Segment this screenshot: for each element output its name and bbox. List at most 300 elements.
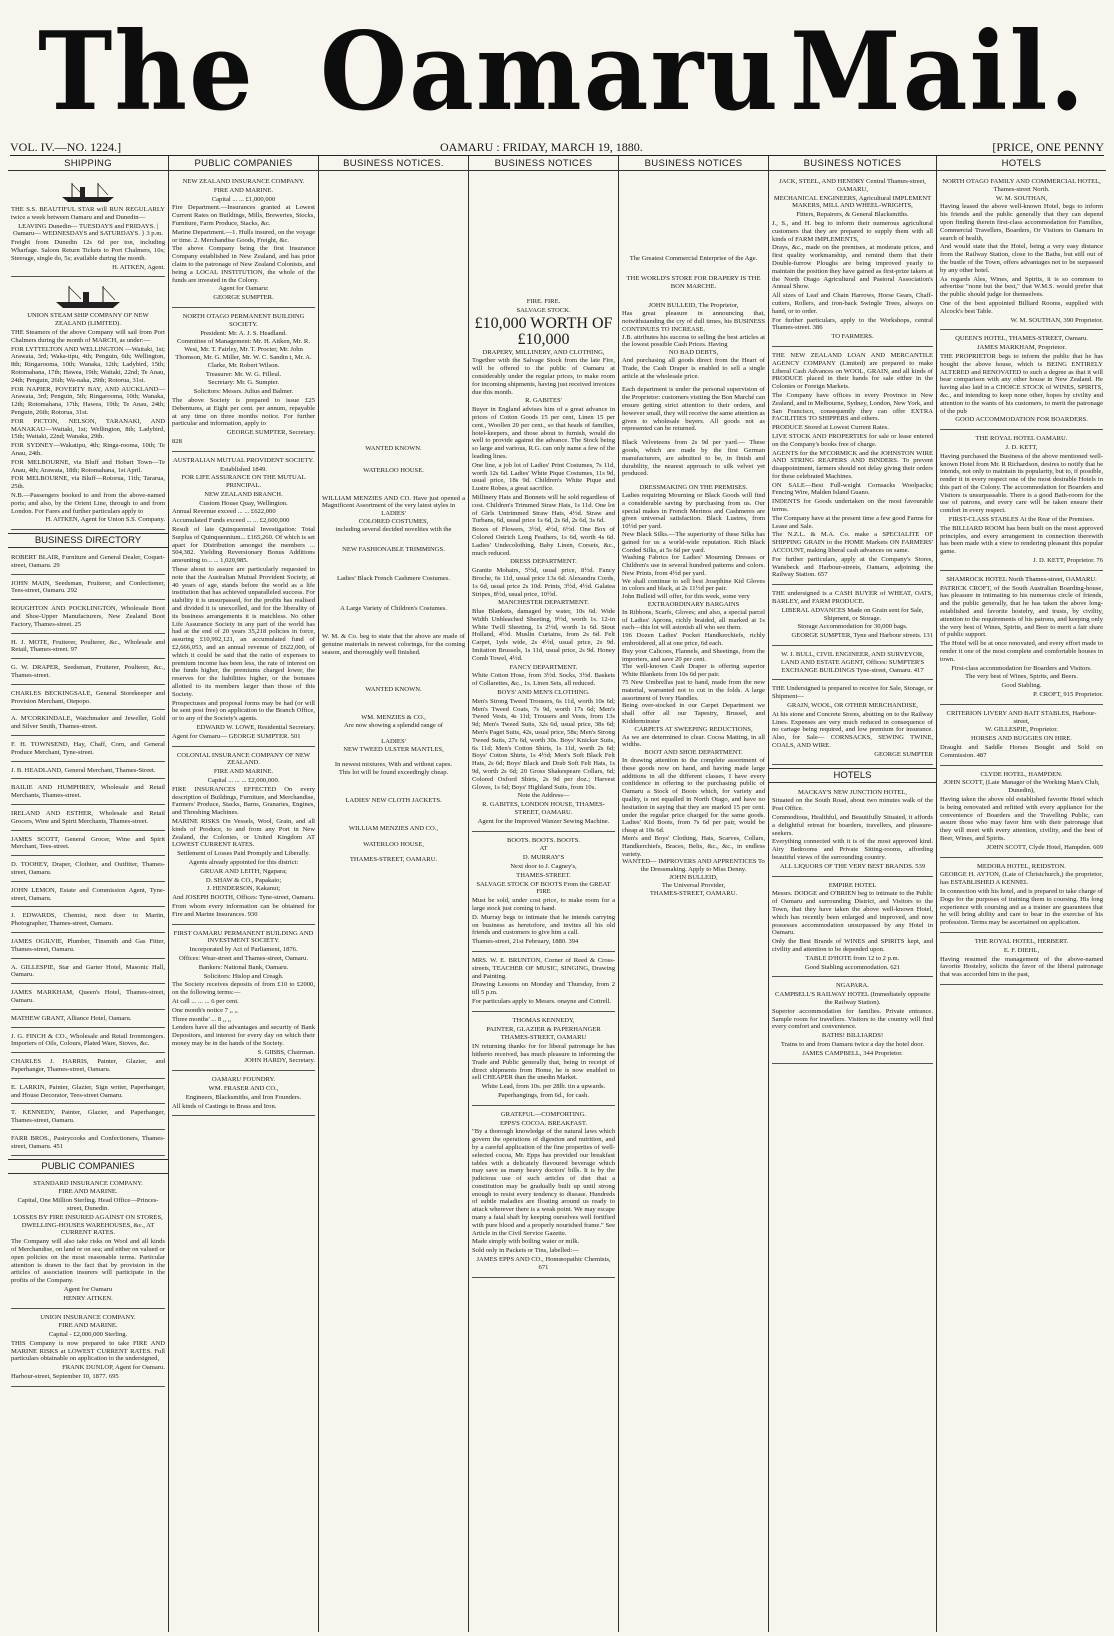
ad-text: "By a thorough knowledge of the natural laws which govern the operations of digestion and nutrition, and by a careful application of the fine properties of well-selected cocoa, Mr. Epps has provided our breakfast tables with a delicately flavoured beverage which may save us many heavy doctors' bills. It is by the judicious use of such articles of diet that a constitution may be gradually built up until strong enough to resist every tendency to disease. Hundreds of subtle maladies are floating around us ready to attack wherever there is a weak point. We may escape many a fatal shaft by keeping ourselves well fortified with pure blood and a properly nourished frame." See Article in the Civil Service Gazette. xyxy=(472,1128,615,1237)
ad-text: COLORED COSTUMES, xyxy=(358,517,429,525)
ad-clyde-hotel xyxy=(940,768,1103,858)
ad-text: FOR NAPIER, POVERTY BAY, AND AUCKLAND—Arawata, 3rd; Penguin, 5th; Ringarooma, 10th; Wanaka, 12th; Rotomahana, 17th; Hawea, 19th; Te Anau, 24th; Penguin, 26th; Rotorua, 31st. xyxy=(11,385,165,416)
ad-text: Incorporated by Act of Parliament, 1876. xyxy=(189,946,298,954)
ad-w-j-bull xyxy=(772,648,933,680)
ad-text: Blue Blankets, damaged by water, 10s 6d. Wide Width Unbleached Sheeting, 9½d, worth 1s. 12-in White Twill Sheeting, 1s 2½d, worth 1s 6d. Stout Holland, 4½d. Muslin Curtains, from 2s 6d. Felt Carpet, 1yds wide, 2s 4½d, usual price, 2s 9d. Imitation Brussels, 1s 11d, usual price, 2s 9d. Honey Comb Towel, 4½d. xyxy=(472,608,615,662)
ad-text: Treasurer: Mr. W. G. Filleul. xyxy=(205,370,282,378)
ad-text: All sizes of Leaf and Chain Harrows, Horse Gears, Chaff-cutters, Rollers, and iron-back Swingle Trees, always on hand, or to order. xyxy=(772,292,933,315)
ad-text: FOR LIFE ASSURANCE ON THE MUTUAL PRINCIPAL. xyxy=(181,474,306,490)
ad-text: JAMES MARKHAM, Proprietor. xyxy=(976,344,1067,352)
column-business-notices-engineers xyxy=(768,156,936,1632)
ad-title: STANDARD INSURANCE COMPANY. xyxy=(33,1179,143,1187)
section-heading-business-directory: BUSINESS DIRECTORY xyxy=(8,533,168,548)
ad-text: ON SALE—Best Full-weight Cornsacks Woolpacks; Fencing Wire, Malden Island Guano. xyxy=(772,481,933,497)
ad-subtitle: DRESS DEPARTMENT. xyxy=(510,558,577,566)
ad-signature: EDWARD W. LOWE, Residential Secretary. xyxy=(196,724,315,731)
ad-text: Freight from Dunedin 12s 6d per ton, including Wharfage. Saloon Return Tickets to Port Chalmers, 10s; Steerage, single do, 5s; available during the month. xyxy=(11,239,165,262)
ad-text: Drays, &c., made on the premises, at moderate prices, and first quality workmanship, and remind them that their Double-furrow Ploughs are being improved yearly to maintain the position they have gained as first-prize takers at the North Otago Agricultural and Pastoral Association's Annual Show. xyxy=(772,244,933,291)
ad-text: Capital - £2,000,000 Sterling. xyxy=(48,1331,128,1339)
ad-signature: W. M. SOUTHAN, 390 Proprietor. xyxy=(1010,316,1103,324)
ad-murray-boots xyxy=(472,834,615,952)
ad-text: THE undersigned is a CASH BUYER of WHEAT, OATS, BARLEY, and FARM PRODUCE. xyxy=(772,590,933,606)
ad-text: One line, a job lot of Ladies' Print Costumes, 7s 11d, worth 12s 6d. Ladies' White Pique Costumes, 11s 9d, usual price, 18s 9d. Children's White Pique and Lustre Robes, a great sacrifice. xyxy=(472,461,615,493)
ad-signature: HENRY AITKEN. xyxy=(63,1294,113,1302)
ad-text: A Large Variety of Children's Costumes. xyxy=(340,605,447,613)
ad-text: PRODUCE Stored at Lowest Current Rates. xyxy=(772,424,889,432)
ad-text: WM. FRASER AND CO., xyxy=(208,1085,279,1093)
ad-text: The Company will also take risks on Wool and all kinds of Merchandise, on land or on sea; and either on valued or open policies on the most reasonable terms. Particular attention is drawn to the fact that by provision in the articles of association insurers will participate in the profits of the Company. xyxy=(11,1238,165,1285)
ad-text: Note the Address— xyxy=(517,792,570,800)
ad-text: The Universal Provider, xyxy=(661,881,726,889)
section-heading-shipping: SHIPPING xyxy=(8,157,168,171)
ad-text: Together with the Salvage Stock from the late Fire, will be offered to the public of Oamaru at considerably under the regular prices, to make room for incoming shipments, having just received invoices due this month. xyxy=(472,357,615,396)
ad-text: Boxes of Flowers, 3½d, 4½d, 6½d. One Box of Colored Ostrich Long Feathers, 1s 6d, worth 4s 6d. Ladies' Undecolothing, Baby Linen, Corsets, &c., much reduced. xyxy=(472,526,615,557)
ad-text: D. Murray begs to intimate that he intends carrying on business as heretofore, and invites all his old friends and customers to give him a call. xyxy=(472,913,615,937)
ad-text: At call ... ... ... 6 per cent. xyxy=(172,997,239,1005)
ad-subtitle: FIRE AND MARINE. xyxy=(213,186,274,194)
ad-subtitle: EXTRAORDINARY BARGAINS xyxy=(647,601,740,609)
ad-subtitle: FIRE AND MARINE. xyxy=(58,1322,118,1330)
ad-text: One month's notice 7 ,, ,, xyxy=(172,1006,238,1014)
ad-signature: FRANK DUNLOP, Agent for Oamaru. xyxy=(62,1364,165,1372)
ad-text: DRAPERY, MILLINERY, AND CLOTHING, xyxy=(482,348,605,356)
ad-signature: JAMES CAMPBELL, 344 Proprietor. xyxy=(802,1049,903,1057)
ad-text: THE NEW ZEALAND LOAN AND MERCANTILE AGENCY COMPANY (Limited) are prepared to make Liberal Cash Advances on WOOL, GRAIN, and all kinds of PRODUCE placed in their hands for sale either in the Colonies or Foreign Markets. xyxy=(772,351,933,391)
ad-text: The Company have offices in every Province in New Zealand, and in Melbourne, Sydney, London, New York, and San Francisco, consequently they can offer EXTRA FACILITIES TO SHIPPERS and others. xyxy=(772,391,933,423)
column-shipping xyxy=(8,156,168,1632)
ad-text: Agent for Oamaru xyxy=(63,1285,113,1293)
ad-headline: £10,000 WORTH OF £10,000 xyxy=(474,314,613,348)
section-heading-business-notices: BUSINESS NOTICES xyxy=(469,157,618,171)
ad-text: J. HENDERSON, Kakanui; xyxy=(206,885,281,893)
ad-subtitle: SALVAGE STOCK. xyxy=(516,306,571,314)
ad-text: Next door to J. Cagney's, xyxy=(510,863,577,870)
ad-text: NEW ZEALAND BRANCH. xyxy=(204,490,283,498)
ad-title: MEDORA HOTEL, REIDSTON. xyxy=(977,862,1066,870)
list-item: MATHEW GRANT, Alliance Hotel, Oamaru. xyxy=(11,1012,165,1028)
ad-text: Having purchased the Business of the above mentioned well-known Hotel from Mr. R Richardson, desires to notify that he intends, not only to maintain its popularity, but to, if possible, render it in every respect one of the most desirable Hotels in this part of the Colony. The accommodation for Boarders and Visitors is unsurpassable. There is a good Bath-room for the use of patrons, and every care will be taken ensure their comfort in every respect. xyxy=(940,452,1103,515)
list-item: JAMES OGILVIE, Plumber, Tinsmith and Gas Fitter, Thames-street, Oamaru. xyxy=(11,935,165,959)
ad-signature: S. GIBBS, Chairman. xyxy=(257,1048,315,1056)
ad-text: Superior accommodation for families. Private entrance. Sample room for travellers. Visitors to the country will find every comfort and convenience. xyxy=(772,1007,933,1031)
ad-text: Fire Department.—Insurances granted at Lowest Current Rates on Buildings, Mills, Breweries, Stocks, Furniture, Farm Produce, Stacks, &c. xyxy=(172,204,315,227)
ad-text: Agents already appointed for this district: xyxy=(188,858,299,866)
column-business-notices-gabites xyxy=(468,156,618,1632)
ad-title: THOMAS KENNEDY, xyxy=(512,1016,575,1024)
ad-text: The Greatest Commercial Enterprise of the Age. xyxy=(629,255,758,262)
ad-text: Engineers, Blacksmiths, and Iron Founders. xyxy=(185,1093,302,1101)
section-heading-business-notices: BUSINESS NOTICES xyxy=(619,157,768,171)
ad-text: Solicitors: Messrs. Julius and Balmer. xyxy=(193,388,294,396)
ad-text: D. MURRAY'S xyxy=(522,854,565,862)
ad-text: Buyer in England advises him of a great advance in prices of Cotton Goods 15 per cent, Linen 15 per cent., Woollen 20 per cent., so that heads of families, hotel-keepers, and those about to furnish, would do well to provide against the advance. The Stock being so large and various, R.G. can only name a few of the leading lines. xyxy=(472,406,615,460)
section-heading-hotels: HOTELS xyxy=(937,157,1106,171)
business-directory-list xyxy=(11,551,165,1155)
ad-text: Good Stabling. xyxy=(1001,682,1042,690)
ad-text: One of the best appointed Billiard Rooms, supplied with Alcock's best Table. xyxy=(940,299,1103,315)
ad-text: Accumulated Funds exceed ... ... £2,600,000 xyxy=(172,517,290,525)
issue-date: OAMARU : FRIDAY, MARCH 19, 1880. xyxy=(440,140,643,154)
ad-subtitle: FIRE AND MARINE. xyxy=(213,768,274,776)
ad-jack-steel-hendry xyxy=(772,175,933,347)
ad-title: BOOTS. BOOTS. BOOTS. xyxy=(506,836,581,844)
steamship-icon xyxy=(58,181,118,203)
ad-text: Prospectuses and proposal forms may be had (or will be sent post free) on application to the Branch Office, or to any of the Society's agents. xyxy=(172,699,315,723)
steamship-icon xyxy=(53,285,123,309)
ad-title: UNION INSURANCE COMPANY. xyxy=(40,1313,136,1321)
ad-title: EPPS'S COCOA. BREAKFAST. xyxy=(499,1119,588,1127)
ad-north-otago-building-society xyxy=(172,310,315,452)
ad-queens-hotel xyxy=(940,332,1103,430)
ad-title: WANTED KNOWN. xyxy=(365,445,422,452)
ad-text: White Lead, from 10s. per 28lb. tin a upwards. xyxy=(481,1083,606,1091)
ad-text: Only the Best Brands of WINES and SPIRITS kept, and civility and attention to be depended upon. xyxy=(772,938,933,953)
ad-signature: H. AITKEN, Agent. xyxy=(112,263,165,271)
ad-text: ALL LIQUORS OF THE VERY BEST BRANDS. 539 xyxy=(779,862,926,870)
ad-text: New Black Silks.—The superiority of these Silks has gained for us a world-wide reputation. Rich Black Corded Silks, at 5s 6d per yard. xyxy=(622,530,765,554)
ad-text: And JOSEPH BOOTH, Offices: Tyne-street, Oamaru. xyxy=(172,894,315,902)
dateline xyxy=(10,140,1104,156)
masthead-word-the: The xyxy=(38,7,255,135)
list-item: J. B. HEADLAND, General Merchant, Thames-Street. xyxy=(11,764,165,780)
ad-north-otago-family-hotel xyxy=(940,175,1103,330)
ad-text: NEW FASHIONABLE TRIMMINGS. xyxy=(342,545,445,553)
column-public-companies xyxy=(168,156,318,1632)
ad-title: THE ROYAL HOTEL, HERBERT. xyxy=(974,937,1069,945)
ad-text: Solicitors: Hislop and Creagh. xyxy=(203,972,284,980)
ad-text: 196 Dozen Ladies' Pocket Handkerchiefs, richly embroidered, all at one price, 6d each. xyxy=(622,632,765,648)
ad-brunton-music-teacher xyxy=(472,954,615,1012)
ad-text: THAMES-STREET, OAMARU xyxy=(500,1034,587,1042)
ad-text: Paperhangings, from 6d., for cash. xyxy=(498,1091,589,1099)
ad-title: OAMARU FOUNDRY. xyxy=(211,1076,276,1084)
ad-signature: JAMES EPPS AND CO., Homœopathic Chemists, 671 xyxy=(476,1256,611,1271)
ad-sumpter-stores xyxy=(772,682,933,764)
ad-text: J., S., and H. beg to inform their numerous agricultural customers that they are prepared to supply them with all kinds of FARM IMPLEMENTS, xyxy=(772,219,933,243)
ad-text: President: Mr. A. J. S. Headland. xyxy=(200,329,287,337)
ad-text: THE WORLD'S STORE FOR DRAPERY IS THE BON MARCHE. xyxy=(626,274,761,290)
ad-text: First-class accommodation for Boarders and Visitors. xyxy=(951,664,1092,672)
ad-shamrock-hotel xyxy=(940,573,1103,705)
ad-subtitle: PAINTER, GLAZIER & PAPERHANGER xyxy=(486,1025,601,1033)
ad-subtitle: FANCY DEPARTMENT. xyxy=(509,663,578,671)
ad-subtitle: CARPETS AT SWEEPING REDUCTIONS, xyxy=(634,725,753,733)
ad-text: Thames-street, 21st February, 1880. 394 xyxy=(472,938,579,946)
ad-text: Secretary: Mr. G. Sumpter. xyxy=(207,379,280,387)
ad-title: NORTH OTAGO FAMILY AND COMMERCIAL HOTEL, Thames-street North. xyxy=(942,178,1101,193)
ad-text: WATERLOO HOUSE, xyxy=(363,840,424,848)
ad-text: John Bulleid will offer, for this week, some very xyxy=(622,593,750,601)
ad-text: Having taken the above old established favorite Hotel which is being renovated and refitted with every appliance for the convenience of Boarders and the Travelling Public, can assure those who may favor him with their patronage that they will meet with every attention, civility, and the best of Beer, Wines, and Spirits. xyxy=(940,795,1103,842)
ad-signature: THAMES-STREET, OAMARU. xyxy=(649,889,738,897)
ad-text: The above Society is prepared to issue £25 Debentures, at Eight per cent. per annum, repayable at any time on three months notice. For further particular and information, apply to xyxy=(172,396,315,428)
ad-text: AGENTS for the M'CORMICK and the JOHNSTON WIRE AND STRING REAPERS AND BINDERS. To prevent disappointment, farmers should not delay giving their orders for these celebrated Machines. xyxy=(772,449,933,480)
ad-oamaru-foundry xyxy=(172,1073,315,1116)
list-item: F. H. TOWNSEND, Hay, Chaff, Corn, and General Produce Merchant, Tyne-street. xyxy=(11,738,165,762)
list-item: IRELAND AND ESTHER, Wholesale and Retail Grocers, Wine and Spirit Merchants, Thames-street. xyxy=(11,807,165,831)
ad-text: These about to assure are particularly requested to note that the Australian Mutual Provident Society, at 40 years of age, stands before the world as a life institution that has achieved unparalleled success. For stability it is unsurpassed, for the profits has realised and divided it is unexcelled, and for the liberality of its business arrangements it is matchless. No other Life Assurance Society in any part of the world has had at the end of 20 years 35,218 policies in force, assuring £10,992,121, an accumulated fund of £2,666,053, and an annual revenue of £622,000, of which it could be said that the ratio of expenses to premium income has been less, the rate of interest on the funds higher, the premiums charged lower, the reserves for the liabilities higher, or the bonuses allotted to its members larger than those of this Society. xyxy=(172,566,315,698)
ad-subtitle: NGAPARA. xyxy=(836,982,869,990)
masthead-word-oamaru: Oamaru xyxy=(320,7,780,135)
ad-signature: THAMES-STREET, OAMARU. xyxy=(349,856,438,864)
ad-text: At his stone and Concrete Stores, abutting on to the Railway Lines. Expenses are very much reduced in consequence of no cartage being required, and low premium for insurance. Also, for Sale— CORNSACKS, SEWING TWINE, COALS, AND WIRE. xyxy=(772,710,933,749)
list-item: E. LARKIN, Painter, Glazier, Sign writer, Paperhanger, and House Decorator, Tees-street Oamaru. xyxy=(11,1081,165,1105)
ad-title: COLONIAL INSURANCE COMPANY OF NEW ZEALAND. xyxy=(176,751,311,767)
ad-text: The BILLIARD ROOM has been built on the most approved principles, and every arrangement in connection therewith has been made with a view to rendering pleasant this popular game. xyxy=(940,524,1103,556)
ad-title: WANTED KNOWN. xyxy=(365,686,422,694)
ad-nz-loan-mercantile xyxy=(772,349,933,585)
ad-title: JOHN BULLEID, xyxy=(669,873,718,881)
ad-text: N.B.—Passengers booked to and from the above-named ports; and also, by the Orient Line, through to and from London. For Fares and further particulars apply to xyxy=(11,491,165,515)
list-item: JAMES MARKHAM, Queen's Hotel, Thames-street, Oamaru. xyxy=(11,986,165,1010)
volume-number: VOL. IV.—NO. 1224.] xyxy=(10,140,122,154)
list-item: JAMES SCOTT, General Grocer, Wine and Spirit Merchant, Tees-street. xyxy=(11,833,165,857)
ad-text: GRUAR AND LEITH, Ngapara; xyxy=(200,867,287,875)
column-business-notices-waterloo xyxy=(318,156,468,1632)
list-item: J. G. FINCH & CO., Wholesale and Retail Ironmongers. Importers of Oils, Colours, Plated Ware, Stoves, &c. xyxy=(11,1030,165,1054)
issue-price: [PRICE, ONE PENNY xyxy=(992,140,1104,154)
section-heading-public-companies: PUBLIC COMPANIES xyxy=(8,1159,168,1174)
ad-text: FIRST-CLASS STABLES At the Rear of the Premises. xyxy=(948,516,1095,524)
ad-title: SHAMROCK HOTEL North Thames-street, OAMARU. xyxy=(946,575,1097,583)
ad-title: AUSTRALIAN MUTUAL PROVIDENT SOCIETY. xyxy=(173,456,314,464)
ad-signature: H. AITKEN, Agent for Union S.S. Company. xyxy=(45,516,165,524)
ad-text: For further particulars, apply to the Workshops, central Thames-street. 386 xyxy=(772,316,933,332)
newspaper-columns xyxy=(8,156,1106,1632)
ad-beautiful-star xyxy=(11,175,165,277)
ad-text: Millinery Hats and Bonnets will be sold regardless of cost. Children's Trimmed Straw Hats, 1s 11d. One lot of Girls Untrimmed Straw Hats, 4½d. Straw and Turbans, 6d, usual price 1s 6d, 2s 6d, 2s 6d, 3s 6d. xyxy=(472,493,615,525)
ad-text: J.B. attributes his success to selling the best articles at the lowest possible Cash Prices. Having xyxy=(622,333,765,349)
ad-union-steam-ship xyxy=(11,279,165,530)
ad-amp-society xyxy=(172,454,315,747)
ad-title: NORTH OTAGO PERMANENT BUILDING SOCIETY. xyxy=(182,312,305,328)
ad-text: IN returning thanks for for liberal patronage he has hitherto received, has much pleasure in informing the Trade and Public generally that, being in receipt of direct shipments from Home, he is now enabled to sell CHEAPER than the unedin Market. xyxy=(472,1043,615,1082)
ad-union-insurance xyxy=(11,1311,165,1387)
ad-text: MARINE RISKS On Vessels, Wool, Grain, and all kinds of Produce, to and from any Port in New Zealand, the Colonies, or United Kingdom AT LOWEST CURRENT RATES. xyxy=(172,817,315,849)
ad-text: As regards Ales, Wines, and Spirits, it is so common to advertise "none but the best," that W.M.S. would prefer that the public should judge for themselves. xyxy=(940,275,1103,299)
ad-title: JOHN BULLEID, The Proprietor, xyxy=(648,302,739,310)
ad-text: E. F. DIEHL, xyxy=(1003,946,1040,954)
ad-text: W. GILLESPIE, Proprietor. xyxy=(985,726,1058,734)
ad-text: The above Company being the first Insurance Company established in New Zealand, and has prior claim to the patronage of New Zealand Colonists, and being a LOCAL INSTITUTION, the whole of the funds are invested in the Colony. xyxy=(172,245,315,284)
ad-signature: GEORGE SUMPTER, Secretary. xyxy=(226,429,315,437)
ad-text: INDENTS for Goods undertaken on the most favourable terms. xyxy=(772,498,933,514)
ad-royal-hotel-oamaru xyxy=(940,432,1103,571)
ad-text: LADIES' xyxy=(381,737,406,745)
ad-mackays-junction-hotel xyxy=(772,786,933,877)
ad-text: Established 1849. xyxy=(220,465,267,473)
ad-text: Granite Mohairs, 5½d, usual price, 8½d. Fancy Broche, 6s 11d, usual price 13s 6d. Alexandra Cords, 1s 6d, usual price 2s 10d. Prints, 3½d, 4½d. Galatea Stripes, 8½d, usual price, 10½d. xyxy=(472,567,615,598)
ad-criterion-stables xyxy=(940,707,1103,766)
ad-text: Ladies requiring Mourning or Black Goods will find a considerable saving by purchasing from us. Our special makes in French Merinos and Cashmeres are given universal satisfaction. Black Lustres, from 10½d per yard. xyxy=(622,491,765,531)
ad-text: D. SHAW & CO., Papakaio; xyxy=(205,876,282,884)
ad-subtitle: GRATEFUL—COMFORTING. xyxy=(500,1110,587,1118)
ad-text: 75 New Umbrellas just to hand, made from the new material, warranted not to cut in the folds. A large assortment of Ivory Handles. xyxy=(622,679,765,702)
ad-text: JOHN SCOTT, (Late Manager of the Working Man's Club, Dunedin), xyxy=(943,779,1100,795)
ad-title: MRS. W. E. BRUNTON, Corner of Reed & Cross-streets, TEACHER OF MUSIC, SINGING, Drawing and Painting. xyxy=(472,956,615,980)
ad-title: CRITERION LIVERY AND BAIT STABLES, Harbour-street, xyxy=(946,709,1097,725)
ad-text: White Cotton Hose, from 3½d. Socks, 3½d. Baskets of Collarettes, &c., 1s. Linen Sets, all reduced. xyxy=(472,672,615,688)
ad-text: Committee of Management: Mr. H. Aitken, Mr. R. West, Mr. T. Fairley, Mr. T. Procter, Mr. John Thomson, Mr. G. Miller, Mr. W. C. Sandin t, Mr. A. Clarke, Mr. Robert Wilson. xyxy=(175,338,312,369)
ad-bon-marche xyxy=(622,175,765,897)
ad-text: The well-known Cash Draper is offering superior White Blankets from 10s 6d per pair. xyxy=(622,663,765,679)
ad-text: Made simply with boiling water or milk. xyxy=(472,1238,580,1246)
ad-text: TABLE D'HOTE from 12 to 2 p.m. xyxy=(805,954,900,962)
ad-text: THAMES-STREET. xyxy=(516,871,571,879)
ad-thomas-kennedy xyxy=(472,1014,615,1106)
masthead-word-mail: Mail. xyxy=(790,7,1087,135)
ad-colonial-insurance xyxy=(172,749,315,925)
ad-text: FOR LYTTELTON AND WELLINGTON —Waitaki, 1st; Arawata, 3rd; Waka-tipu, 4th; Penguin, 6th; Wellington, 8th; Ringarooma, 10th; Wanaka, 12th; Ladybird, 15th; Rotomahana, 17th; Hawea, 19th; Waitaki, 22nd; Te Anau, 24th; Penguin, 26th; Wa-naka, 29th; Rotorua, 31st. xyxy=(11,345,165,384)
ad-text: Black Velveteens from 2s 9d per yard.— These goods, which are made by the first German manufacturers, are admitted to be, in finish and durability, the nearest approach to silk velvet yet produced. xyxy=(622,439,765,478)
ad-text: Capital ... ... ... £2,000,000. xyxy=(207,776,280,784)
ad-title: QUEEN'S HOTEL, THAMES-STREET, Oamaru. xyxy=(955,335,1088,343)
ad-subtitle: WATERLOO HOUSE. xyxy=(363,466,424,474)
ad-text: Has great pleasure in announcing that, notwithstanding the cry of dull times, his BUSINESS CONTINUES TO INCREASE. xyxy=(622,310,765,333)
ad-subtitle: HORSES AND BUGGIES ON HIRE. xyxy=(971,735,1072,743)
column-business-notices-bulleid xyxy=(618,156,768,1632)
ad-text: W. M. SOUTHAN, xyxy=(995,194,1048,202)
ad-text: Three months' ... 8 ,, ,, xyxy=(172,1015,232,1023)
ad-text: BATHS! BILLIARDS! xyxy=(821,1032,884,1040)
ad-title: JACK, STEEL, AND HENDRY Central Thames-street, OAMARU, xyxy=(779,178,926,193)
ad-text: Lenders have all the advantages and security of Bank Depositors, and interest for every day on which their money may be in the hands of the Society. xyxy=(172,1024,315,1047)
ad-text: Must be sold, under cost price, to make room for a large stock just coming to hand. xyxy=(472,897,615,912)
list-item: A. M'CORKINDALE, Watchmaker and Jeweller, Gold and Silver Smith, Thames-street. xyxy=(11,712,165,736)
ad-text: THE S.S. BEAUTIFUL STAR will RUN REGULARLY twice a week between Oamaru and and Dunedin— xyxy=(11,206,165,221)
ad-text: In Ribbons, Scarfs, Gloves; and also, a special parcel of Ladies' Aprons, richly braided, all marked at 1s each—this lot will astonish all who see them. xyxy=(622,608,765,632)
list-item: ROBERT BLAIR, Furniture and General Dealer, Coquet-street, Oamaru. 29 xyxy=(11,551,165,575)
ad-text: Harbour-street, September 10, 1877. 695 xyxy=(11,1373,119,1381)
ad-text: AT xyxy=(539,845,548,853)
ad-text: Offices: Wear-street and Thames-street, Oamaru. xyxy=(179,954,308,962)
ad-text: Agent for Oamaru— GEORGE SUMPTER. 501 xyxy=(172,732,301,740)
ad-text: 828 xyxy=(172,437,182,445)
ad-text: GEORGE H. AYTON, (Late of Christchurch,) the proprietor, has ESTABLISHED A KENNEL xyxy=(940,871,1103,887)
ad-text: Each department is under the personal supervision of the Proprietor: customers visiting the Bon Marché can ensure getting strict attention to their orders, and however small, they will receive the same attention as given to wholesale buyers. All goods not as represented can be returned. xyxy=(622,386,766,433)
ad-text: Capital ... ... £1,000,000 xyxy=(211,195,276,203)
ad-text: Marine Department.—1. Hulls insured, on the voyage or time. 2. Merchandise Goods, Freight, &c. xyxy=(172,228,315,244)
ad-text: Commodious, Healthful, and Beautifully Situated, it affords a delightful retreat for boarders, travellers, and pleasure-seekers. xyxy=(772,813,933,837)
list-item: CHARLES J. HARRIS, Painter, Glazier, and Paperhanger, Thames-street, Oamaru. xyxy=(11,1055,165,1079)
list-item: H. J. MOTE, Fruiterer, Poulterer, &c., Wholesale and Retail, Thames-street. 97 xyxy=(11,636,165,660)
ad-text: NO BAD DEBTS, xyxy=(668,349,719,357)
ad-text: Everything connected with it is of the most approved kind. Airy Bedrooms and Private Sitting-rooms, affording beautiful views of the surrounding country. xyxy=(772,838,933,861)
ad-text: LOSSES BY FIRE INSURED AGAINST ON STORES, DWELLING-HOUSES WAREHOUSES, &c., AT CURRENT RATES. xyxy=(13,1213,163,1237)
ad-text: PATRICK CROFT, of the South Australian Boarding-house, has pleasure in intimating to his numerous circle of friends, and the public generally, that he has taken the above long-established and favorite hostelry, and trusts, by civility, attention to the requirements of his patrons, and keeping only the very best of Wines, Spirits, and Beer to merit a fair share of public support. xyxy=(940,584,1103,639)
ad-text: including several decided novelties with the xyxy=(335,525,452,533)
ad-text: THE Steamers of the above Company will sail from Port Chalmers during the month of MARCH, as under:— xyxy=(11,328,165,344)
ad-subtitle: DRESSMAKING ON THE PREMISES. xyxy=(639,484,748,492)
ad-campbells-railway-hotel xyxy=(772,979,933,1063)
ad-text: Settlement of Losses Paid Promptly and Liberally. xyxy=(177,850,310,858)
ad-title: CAMPBELL'S RAILWAY HOTEL (Immediately opposite the Railway Station). xyxy=(775,991,930,1006)
section-heading-business-notices: BUSINESS NOTICES xyxy=(769,157,936,171)
ad-signature: J. D. KETT, Proprietor. 76 xyxy=(1033,557,1103,565)
ad-text: In connection with his hotel, and is prepared to take charge of Dogs for the purposes of training them to coursing. His long experience with coursing and as a trainer are guarantees that he will bring ability and care to bear in the exercise of his profession. Terms may be ascertained on application. xyxy=(940,887,1103,927)
ad-subtitle: BOOT AND SHOE DEPARTMENT. xyxy=(644,749,743,757)
ad-sumpter-cash-buyer xyxy=(772,587,933,646)
ad-text: GOOD ACCOMMODATION FOR BOARDERS. xyxy=(955,416,1088,424)
ad-new-zealand-insurance xyxy=(172,175,315,308)
list-item: CHARLES BECKINGSALE, General Storekeeper and Provision Merchant, Otepopo. xyxy=(11,687,165,711)
ad-text: Annual Revenue exceed ... ... £622,000 xyxy=(172,508,276,516)
ad-title: MACKAY'S NEW JUNCTION HOTEL, xyxy=(798,788,907,796)
list-item: A. GILLESPIE, Star and Garter Hotel, Masonic Hall, Oamaru. xyxy=(11,961,165,985)
list-item: J. EDWARDS, Chemist, next door to Martin, Photographer, Thames-street, Oamaru. xyxy=(11,909,165,933)
ad-text: This lot will be found exceedingly cheap. xyxy=(338,769,449,777)
ad-text: WM. MENZIES & CO., xyxy=(361,714,426,722)
ad-text: And purchasing all goods direct from the Heart of Trade, the Cash Draper is enabled to sell a single article at the wholesale price. xyxy=(622,356,765,380)
ad-text: As we are determined to clear. Cocoa Matting, in all widths. xyxy=(622,733,765,749)
list-item: FARR BROS., Pastrycooks and Confectioners, Thames-street, Oamaru. 451 xyxy=(11,1132,165,1156)
ad-text: Fitters, Repairers, & General Blacksmiths. xyxy=(796,211,909,219)
ad-signature: GEORGE SUMPTER xyxy=(874,750,933,758)
ad-text: Result of late Quinquennial Investigation: Total Surplus of Quinquennium... £165,260. Of which is set apart for Distribution amongst the members ... 504,382. Yielding Reversionary Bonus Additions amounting to... ... 1,020,985. xyxy=(172,526,315,565)
ad-text: The Society receives deposits of from £10 to £2000, on the following terms:— xyxy=(172,981,315,997)
ad-text: Men's Strong Tweed Trousers, 6s 11d, worth 10s 6d; Men's Tweed Coats, 7s 9d, worth 17s 6d; Men's Tweed Vests, 4s 11d; Trousers and Vests, from 13s 9d; Men's Tweed Suits, 32s 6d, usual price, 38s 6d; Men's Paget Suits, 42s, usual price, 58s; Men's Strong Tweed Suits, 27s 6d, worth 30s. Boys' Knicker Suits, 6s 11d; Men's Cotton Shirts, 1s 11d, worth 2s 6d; Boys' Cotton Shirts, 1s 4½d; Men's Soft Black Felt Hats, 2s 6d; Boys' Black and Drab Soft Felt Hats, 1s 9d, worth 2s 6d; 20 Gross Shakespeare Collars, 6d; Colored Oxford Shirts, 2s 9d per doz.; Harvest Gloves, 1s 6d; Boys' Highland Suits, from 10s. xyxy=(472,697,615,791)
ad-first-oamaru-building-society xyxy=(172,927,315,1072)
section-heading-business-notices: BUSINESS NOTICES. xyxy=(319,157,468,171)
ad-text: Custom House Quay, Wellington. xyxy=(199,499,288,507)
ad-text: W. J. BULL, CIVIL ENGINEER, AND SURVEYOR, LAND AND ESTATE AGENT, Offices: SUMPTER'S EXCHANGE BUILDINGS Tyne-street, Oamaru. 417 xyxy=(780,651,925,674)
ad-text: For particulars apply to Messrs. onayne and Cottrell. xyxy=(472,997,611,1005)
ad-subtitle: MECHANICAL ENGINEERS, Agricultural IMPLEMENT MAKERS, MILL AND WHEEL-WRIGHTS, xyxy=(773,194,932,210)
ad-text: FOR PICTON, NELSON, TARANAKI, AND MANAKAU—Waitaki, 1st; Wellington, 8th; Ladybird, 15th; Waitaki, 22nd; Wanaka, 29th. xyxy=(11,417,165,441)
ad-text: Storage Accommodation for 30,000 bags. xyxy=(797,623,908,631)
ad-text: FOR SYDNEY—Wakatipu, 4th; Ringa-rooma, 10th; Te Anau, 24th. xyxy=(11,442,165,457)
list-item: BAILIE AND HUMPHREY, Wholesale and Retail Merchants, Thames-street. xyxy=(11,781,165,805)
ad-signature: GEORGE SUMPTER, Tyne and Harbour streets. 131 xyxy=(791,632,933,640)
ad-royal-hotel-herbert xyxy=(940,935,1103,985)
ad-text: All kinds of Castings in Brass and Iron. xyxy=(172,1102,277,1110)
ad-text: Trains to and from Oamaru twice a day the hotel door. xyxy=(780,1040,925,1048)
list-item: D. TOOHEY, Draper, Clothier, and Outfitter, Thames-street, Oamaru. xyxy=(11,858,165,882)
ad-title: FIRST OAMARU PERMANENT BUILDING AND INVESTMENT SOCIETY. xyxy=(173,929,314,945)
ad-text: Sold only in Packets or Tins, labelled:— xyxy=(472,1247,579,1255)
ad-text: W. M. & Co. beg to state that the above are made of genuine materials in newest colorings, for the coming season, and thoroughly well finished. xyxy=(322,632,465,656)
ad-subtitle: FIRE AND MARINE. xyxy=(58,1188,118,1196)
ad-signature: P. CROFT, 915 Proprietor. xyxy=(1033,691,1103,699)
ad-text: In newest mixtures, With and without capes. xyxy=(334,761,453,769)
ad-text: The N.Z.L. & M.A. Co. make a SPECIALITE OF SHIPPING GRAIN to the HOME Markets ON FARMERS' ACCOUNT, making liberal cash advances on same. xyxy=(772,531,933,555)
ad-text: And would state that the Hotel, being a very easy distance from the Railway Station, close to the Baths, but still out of the bustle of the Town, offers advantages not to be surpassed by any other hotel. xyxy=(940,243,1103,274)
ad-text: THIS Company is now prepared to take FIRE AND MARINE RISKS at LOWEST CURRENT RATES. Full particulars obtainable on application to the undersigned, xyxy=(11,1339,165,1363)
ad-text: Bankers: National Bank, Oamaru. xyxy=(198,963,289,971)
list-item: G. W. DRAPER, Seedsman, Fruiterer, Poulterer, &c., Thames-street. xyxy=(11,661,165,685)
ad-waterloo-house xyxy=(322,175,465,864)
ad-text: Draught and Saddle Horses Bought and Sold on Commission. 487 xyxy=(940,744,1103,759)
ad-text: Having leased the above well-known Hotel, begs to inform his friends and the public generally that they can depend upon finding therein first-class accommodation for Families, Commercial Travellers, Boarders, Or Visitors to Oamaru In search of health, xyxy=(940,203,1103,242)
section-heading-public-companies: PUBLIC COMPANIES xyxy=(169,157,318,171)
ad-text: Messrs. DODGE and O'BRIEN beg to intimate to the Public of Oamaru and surrounding District, and Visitors to the Town, that they have taken the above well-known Hotel, which has recently been enlarged and improved, and now possesses accommodation unsurpassed by any Hotel in Oamaru. xyxy=(772,890,933,937)
ad-text: R. GABITES' xyxy=(525,397,562,405)
ad-text: Are now showing a splendid range of xyxy=(344,721,443,729)
ad-text: LIVE STOCK AND PROPERTIES for sale or lease entered on the Company's books free of charge. xyxy=(772,432,933,448)
list-item: ROUGHTON AND POCKLINGTON, Wholesale Boot and Shoe-Upper Manufacturers, New Zealand Boot Factory, Thames-street. 25 xyxy=(11,602,165,633)
ad-signature: R. GABITES, LONDON HOUSE, THAMES-STREET, OAMARU. xyxy=(482,801,605,817)
ad-text: The very best of Wines, Spirits, and Beers. xyxy=(965,673,1078,681)
ad-text: THE Undersigned is prepared to receive for Sale, Storage, or Shipment— xyxy=(772,685,933,701)
ad-signature: JOHN SCOTT, Clyde Hotel, Hampden. 609 xyxy=(986,843,1103,851)
ad-subtitle: TO FARMERS. xyxy=(831,333,874,341)
ad-text: WILLIAM MENZIES AND CO. Have just opened a Magnificent Assortment of the very latest styles in xyxy=(322,494,465,510)
ad-standard-insurance xyxy=(11,1177,165,1309)
column-hotels xyxy=(936,156,1106,1632)
ad-text: LADIES' xyxy=(381,510,406,518)
ad-text: Buy your Calicoes, Flannels, and Sheetings, from the importers, and save 20 per cent. xyxy=(622,647,765,663)
ad-text: Washing Fabrics for Ladies' Mourning Dresses or Children's use in several hundred patterns and colors. New Prints, from 4½d per yard. xyxy=(622,554,765,577)
